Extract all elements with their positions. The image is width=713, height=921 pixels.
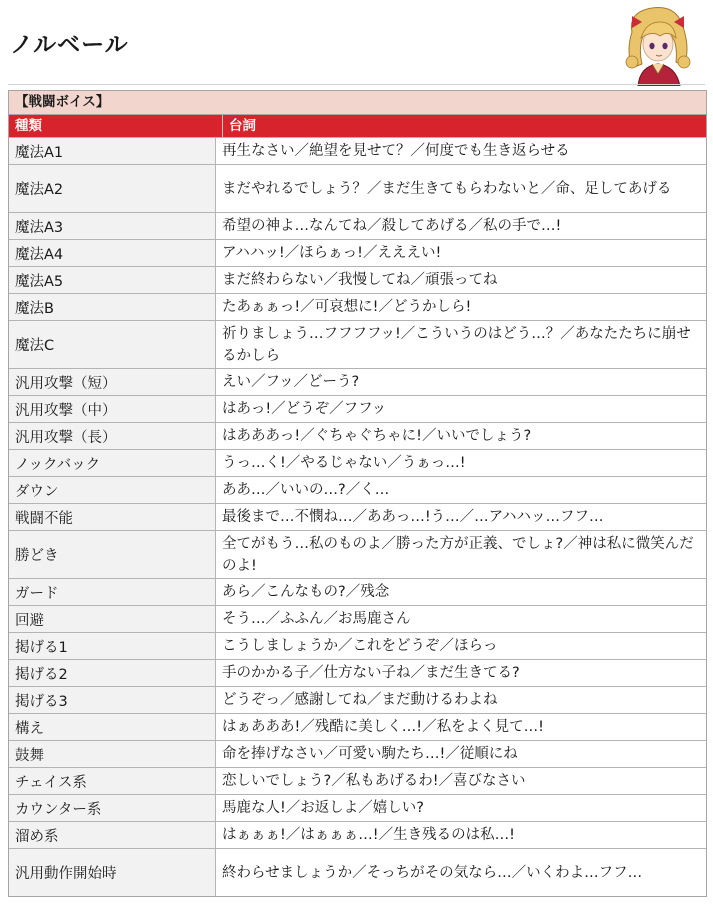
table-row [9, 686, 706, 713]
table-row [9, 395, 706, 422]
voice-type-cell: 汎用攻撃（中） [9, 396, 216, 422]
table-row [9, 848, 706, 896]
voice-type-cell: チェイス系 [9, 768, 216, 794]
voice-type-cell: ガード [9, 579, 216, 605]
voice-line-cell: うっ…く!／やるじゃない／うぁっ…! [222, 455, 466, 471]
voice-line-cell: まだやれるでしょう？／まだ生きてもらわないと／命、足してあげる [222, 180, 672, 197]
table-body [9, 137, 706, 896]
voice-line-cell: こうしましょうか／これをどうぞ／ほらっ [222, 638, 498, 654]
table-row [9, 164, 706, 212]
voice-line-cell: 馬鹿な人!／お返しよ／嬉しい? [222, 800, 425, 816]
voice-type-cell: 魔法A1 [9, 138, 216, 164]
header-divider [8, 84, 705, 85]
table-row [9, 137, 706, 164]
voice-line-cell: 終わらせましょうか／そっちがその気なら…／いくわよ…フフ… [222, 864, 643, 881]
table-row [9, 713, 706, 740]
table-row [9, 632, 706, 659]
voice-type-cell: 魔法A5 [9, 267, 216, 293]
voice-type-cell: 溜め系 [9, 822, 216, 848]
voice-line-cell: 最後まで…不憫ね…／ああっ…!う…／…アハハッ…フフ… [222, 509, 604, 525]
voice-type-cell: 汎用動作開始時 [9, 849, 216, 896]
voice-type-cell: 魔法A4 [9, 240, 216, 266]
voice-type-cell: 汎用攻撃（長） [9, 423, 216, 449]
voice-line-cell: あら／こんなもの?／残念 [222, 584, 390, 600]
table-row [9, 794, 706, 821]
voice-type-cell: 回避 [9, 606, 216, 632]
table-row [9, 821, 706, 848]
voice-type-cell: 魔法C [9, 321, 216, 368]
voice-type-cell: 魔法B [9, 294, 216, 320]
voice-line-cell: 命を捧げなさい／可愛い駒たち…!／従順にね [222, 746, 518, 762]
voice-type-cell: 構え [9, 714, 216, 740]
table-row [9, 578, 706, 605]
table-row [9, 239, 706, 266]
voice-line-cell: たあぁぁっ!／可哀想に!／どうかしら! [222, 299, 472, 315]
voice-line-cell: 恋しいでしょう?／私もあげるわ!／喜びなさい [222, 773, 526, 789]
voice-type-cell: 戦闘不能 [9, 504, 216, 530]
voice-line-cell: 再生なさい／絶望を見せて？／何度でも生き返らせる [222, 143, 570, 159]
table-row [9, 740, 706, 767]
table-row [9, 422, 706, 449]
voice-type-cell: ダウン [9, 477, 216, 503]
voice-type-cell: 掲げる3 [9, 687, 216, 713]
voice-line-cell: 手のかかる子／仕方ない子ね／まだ生きてる? [222, 665, 520, 681]
table-row [9, 503, 706, 530]
table-row [9, 530, 706, 578]
voice-line-cell: はあああっ!／ぐちゃぐちゃに!／いいでしょう? [222, 428, 532, 444]
table-row [9, 320, 706, 368]
page-title: ノルベール [10, 32, 129, 58]
voice-type-cell: 勝どき [9, 531, 216, 578]
table-row [9, 293, 706, 320]
voice-type-cell: ノックバック [9, 450, 216, 476]
voice-line-cell: 祈りましょう…フフフフッ!／こういうのはどう…？／あなたたちに崩せるかしら [222, 325, 691, 364]
voice-type-cell: 掲げる1 [9, 633, 216, 659]
voice-type-cell: 掲げる2 [9, 660, 216, 686]
voice-type-cell: カウンター系 [9, 795, 216, 821]
table-row [9, 476, 706, 503]
table-row [9, 767, 706, 794]
voice-table [8, 90, 707, 897]
table-row [9, 605, 706, 632]
column-header-type: 種類 [9, 115, 223, 137]
voice-line-cell: はあっ!／どうぞ／フフッ [222, 401, 387, 417]
section-header: 【戦闘ボイス】 [9, 91, 706, 115]
column-header-row [9, 115, 706, 137]
voice-line-cell: えい／フッ／どーう? [222, 374, 360, 390]
voice-type-cell: 鼓舞 [9, 741, 216, 767]
voice-line-cell: はぁあああ!／残酷に美しく…!／私をよく見て…! [222, 719, 544, 735]
table-row [9, 449, 706, 476]
table-row [9, 212, 706, 239]
voice-line-cell: 全てがもう…私のものよ／勝った方が正義、でしょ?／神は私に微笑んだのよ! [222, 535, 694, 574]
voice-line-cell: はぁぁぁ!／はぁぁぁ…!／生き残るのは私…! [222, 827, 515, 843]
voice-line-cell: そう…／ふふん／お馬鹿さん [222, 611, 411, 627]
table-row [9, 659, 706, 686]
table-row [9, 368, 706, 395]
voice-type-cell: 汎用攻撃（短） [9, 369, 216, 395]
column-header-line: 台詞 [229, 118, 256, 134]
voice-line-cell: ああ…／いいの…?／く… [222, 482, 390, 498]
character-portrait-icon [614, 2, 700, 86]
voice-line-cell: まだ終わらない／我慢してね／頑張ってね [222, 272, 498, 288]
voice-line-cell: アハハッ!／ほらぁっ!／えええい! [222, 245, 442, 261]
voice-line-cell: どうぞっ／感謝してね／まだ動けるわよね [222, 692, 498, 708]
voice-type-cell: 魔法A3 [9, 213, 216, 239]
voice-type-cell: 魔法A2 [9, 165, 216, 212]
voice-line-cell: 希望の神よ…なんてね／殺してあげる／私の手で…! [222, 218, 562, 234]
table-row [9, 266, 706, 293]
